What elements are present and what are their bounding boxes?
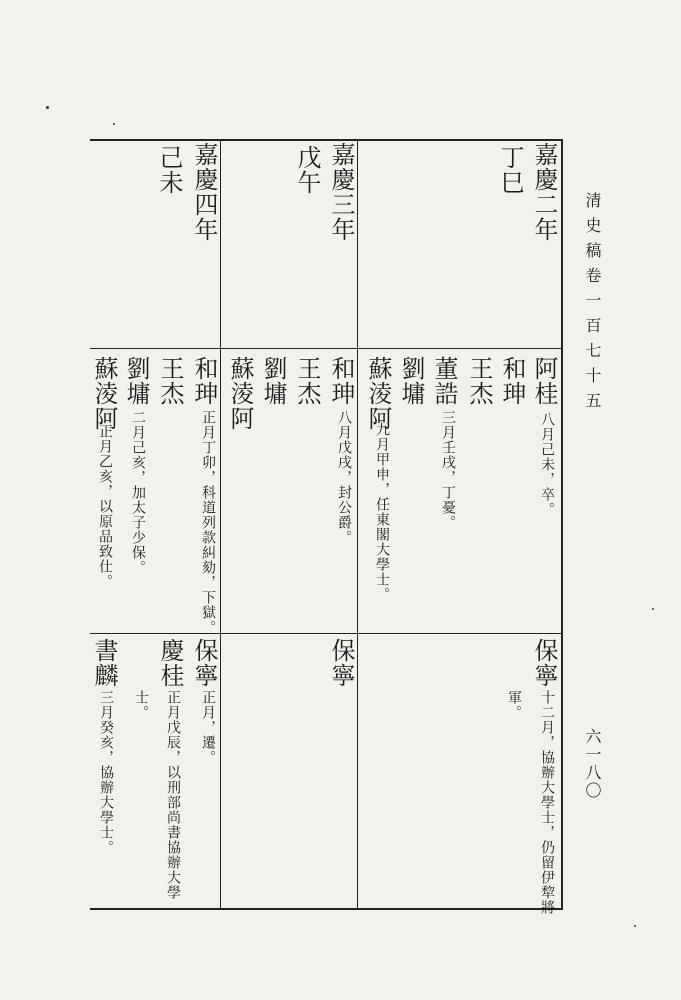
secretary-name: 王杰	[465, 356, 493, 406]
assistant-secretary-name: 保寧	[190, 638, 218, 688]
secretary-name: 和珅	[327, 356, 355, 406]
secretary-name: 劉墉	[259, 356, 287, 406]
table-top-rule	[90, 139, 563, 141]
reign-year: 嘉慶二年	[530, 142, 558, 242]
appointment-note: 二月己亥，加太子少保。	[130, 410, 146, 575]
secretary-name: 劉墉	[397, 356, 425, 406]
ganzhi-year: 己未	[155, 145, 183, 195]
scan-speck	[46, 106, 49, 109]
appointment-note-continued: 軍。	[506, 690, 522, 720]
secretary-name: 劉墉	[122, 356, 150, 406]
secretary-name: 阿桂	[530, 356, 558, 406]
appointment-note: 三月壬戌，丁憂。	[440, 410, 456, 530]
row-divider-top	[90, 348, 563, 349]
page-number: 六一八〇	[583, 728, 602, 800]
scan-speck	[634, 925, 636, 927]
ganzhi-year: 丁巳	[496, 145, 524, 195]
appointment-note: 正月乙亥，以原品致仕。	[97, 424, 113, 589]
assistant-secretary-name: 書麟	[90, 638, 118, 688]
scan-speck	[113, 123, 115, 125]
reign-year: 嘉慶三年	[327, 142, 355, 242]
assistant-secretary-name: 保寧	[327, 638, 355, 688]
assistant-secretary-name: 保寧	[530, 638, 558, 688]
appointment-note-continued: 士。	[133, 690, 149, 720]
appointment-note: 三月癸亥，協辦大學士。	[98, 690, 114, 855]
table-right-rule	[561, 139, 563, 910]
appointment-note: 正月，遷。	[200, 690, 216, 765]
reign-year: 嘉慶四年	[190, 142, 218, 242]
secretary-name: 董誥	[430, 356, 458, 406]
secretary-name: 蘇淩阿	[364, 356, 392, 431]
secretary-name: 王杰	[156, 356, 184, 406]
appointment-note: 九月甲申，任東閣大學士。	[374, 422, 390, 602]
secretary-name: 和珅	[190, 356, 218, 406]
appointment-note: 十二月，協辦大學士，仍留伊犂將	[539, 690, 555, 915]
secretary-name: 蘇淩阿	[226, 356, 254, 431]
scan-speck	[652, 608, 654, 610]
secretary-name: 王杰	[293, 356, 321, 406]
row-divider-bottom	[90, 633, 563, 634]
column-divider-2	[220, 139, 221, 910]
assistant-secretary-name: 慶桂	[156, 638, 184, 688]
ganzhi-year: 戊午	[293, 145, 321, 195]
appointment-note: 八月己未，卒。	[539, 412, 555, 517]
secretary-name: 和珅	[498, 356, 526, 406]
appointment-note: 正月戊辰，以刑部尚書協辦大學	[165, 690, 181, 900]
appointment-note: 八月戊戌，封公爵。	[336, 410, 352, 545]
running-header: 清史稿卷一百七十五	[583, 192, 602, 417]
secretary-name: 蘇淩阿	[90, 356, 118, 431]
column-divider-1	[357, 139, 358, 910]
table-bottom-rule	[90, 908, 563, 910]
appointment-note: 正月丁卯，科道列款糾劾，下獄。	[200, 410, 216, 635]
